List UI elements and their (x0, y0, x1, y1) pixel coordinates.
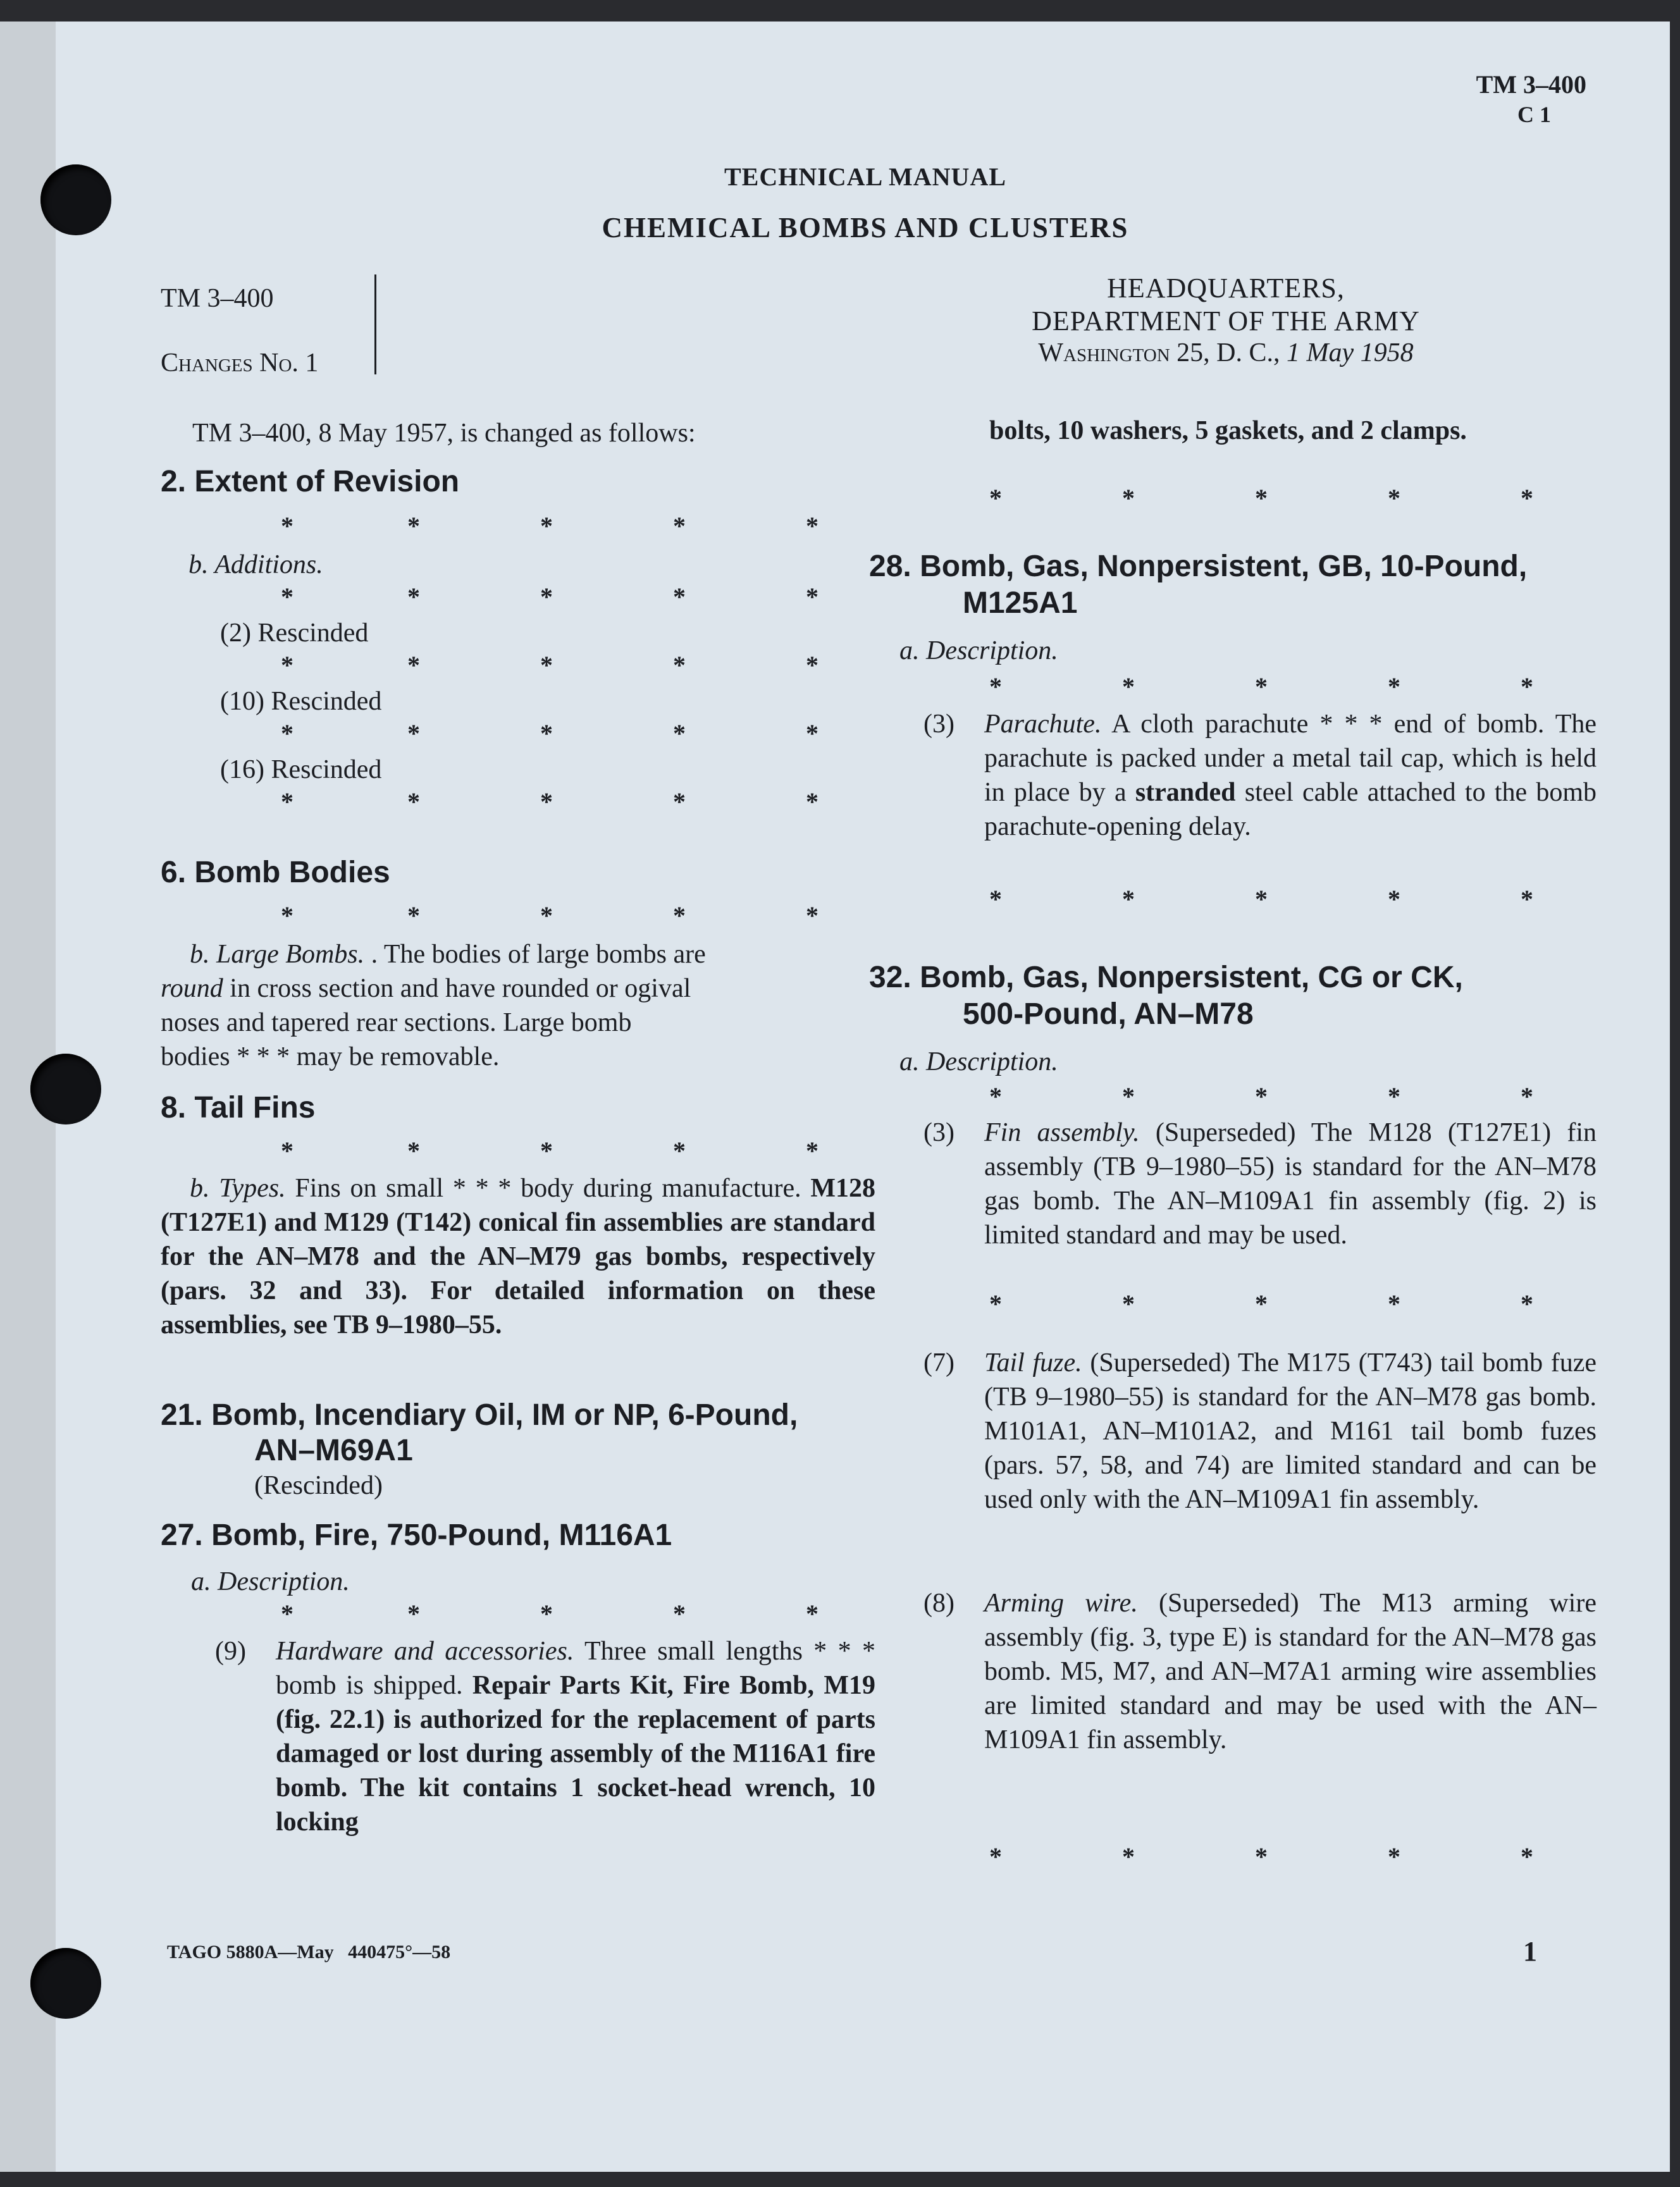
section-8-b: b. Types. Fins on small * * * body during manufacture. M128 (T127E1) and M129 (T142) conical fin assemblies are standard for the AN–M78 and the AN–M79 gas bombs, respectively (pars. 32 and 33). For detailed information on these assemblies, see TB 9–1980–55. (161, 1174, 876, 1340)
asterisk-row: * * * * * (281, 582, 818, 611)
page-title: CHEMICAL BOMBS AND CLUSTERS (602, 212, 1129, 243)
section-27-title: 27. Bomb, Fire, 750-Pound, M116A1 (161, 1519, 672, 1552)
item-10-rescinded: (10) Rescinded (220, 687, 382, 716)
binder-hole (40, 164, 111, 235)
ref-changes: Changes No. 1 (161, 348, 319, 378)
section-28-title-line1: 28. Bomb, Gas, Nonpersistent, GB, 10-Pound, (869, 550, 1528, 583)
item-7-number: (7) (923, 1348, 954, 1377)
section-28-a: a. Description. (899, 636, 1058, 665)
asterisk-row: * * * * * (281, 1137, 818, 1165)
item-8-arming-wire: Arming wire. (Superseded) The M13 arming wire assembly (fig. 3, type E) is standard for the AN–M78 gas bomb. M5, M7, and AN–M7A1 arming wire assemblies are limited standard and may be used with the AN–M109A1 fin assembly. (984, 1589, 1597, 1754)
page-number: 1 (1523, 1936, 1537, 1967)
section-6-title: 6. Bomb Bodies (161, 856, 390, 889)
item-8-number: (8) (923, 1589, 954, 1618)
section-32-title-line1: 32. Bomb, Gas, Nonpersistent, CG or CK, (869, 961, 1463, 994)
continued-kit-text: bolts, 10 washers, 5 gaskets, and 2 clamps. (989, 416, 1467, 445)
section-32-title-line2: 500-Pound, AN–M78 (963, 997, 1254, 1031)
item-9-number: (9) (215, 1637, 246, 1666)
item-7-tail-fuze: Tail fuze. (Superseded) The M175 (T743) tail bomb fuze (TB 9–1980–55) is standard for the AN–M78 gas bomb. M101A1, AN–M101A2, and M161 tail bomb fuzes (pars. 57, 58, and 74) are limited standard and can be used only with the AN–M109A1 fin assembly. (984, 1348, 1597, 1514)
section-2-b: b. Additions. (188, 550, 323, 579)
item-16-rescinded: (16) Rescinded (220, 755, 382, 784)
item-3-number: (3) (923, 1118, 954, 1147)
asterisk-row: * * * * * (281, 512, 818, 540)
change-code: C 1 (1517, 102, 1551, 127)
section-28-title-line2: M125A1 (963, 586, 1078, 620)
hq-date: 1 May 1958 (1286, 338, 1414, 367)
item-9-text: Hardware and accessories. Three small lengths * * * bomb is shipped. Repair Parts Kit, Fire Bomb, M19 (fig. 22.1) is authorized for the replacement of parts damaged or lost during assembly of the M116A1 fire bomb. The kit contains 1 socket-head wrench, 10 locking (276, 1637, 876, 1837)
section-27-a: a. Description. (191, 1567, 350, 1596)
item-3-fin-assembly: Fin assembly. (Superseded) The M128 (T127E1) fin assembly (TB 9–1980–55) is standard for the AN–M78 gas bomb. The AN–M109A1 fin assembly (fig. 2) is limited standard and may be used. (984, 1118, 1597, 1250)
manual-type: TECHNICAL MANUAL (724, 163, 1007, 191)
item-3-number: (3) (923, 710, 954, 739)
section-21-title-line2: AN–M69A1 (254, 1434, 413, 1467)
intro-text: TM 3–400, 8 May 1957, is changed as follows: (192, 419, 696, 448)
hq-line1: HEADQUARTERS, (1107, 273, 1345, 304)
asterisk-row: * * * * * (989, 1290, 1533, 1318)
section-21-status: (Rescinded) (254, 1471, 383, 1500)
item-3-parachute: Parachute. A cloth parachute * * * end of bomb. The parachute is packed under a metal tail cap, which is held in place by a stranded steel cable attached to the bomb parachute-opening delay. (984, 710, 1597, 841)
ref-tm: TM 3–400 (161, 284, 274, 313)
document-page (56, 22, 1670, 2172)
asterisk-row: * * * * * (281, 787, 818, 816)
section-6-b: b. Large Bombs. . The bodies of large bombs are round in cross section and have rounded or ogival noses and tapered rear sections. Large bomb bodies * * * may be removable. (161, 940, 706, 1071)
section-2-title: 2. Extent of Revision (161, 465, 460, 498)
item-2-rescinded: (2) Rescinded (220, 619, 369, 648)
binder-hole (30, 1054, 101, 1124)
ref-brace (372, 274, 376, 374)
doc-number: TM 3–400 (1476, 70, 1586, 99)
asterisk-row: * * * * * (989, 885, 1533, 913)
asterisk-row: * * * * * (281, 901, 818, 930)
hq-place: Washington 25, D. C., (1038, 338, 1280, 367)
asterisk-row: * * * * * (281, 719, 818, 748)
section-8-title: 8. Tail Fins (161, 1091, 316, 1124)
asterisk-row: * * * * * (989, 484, 1533, 512)
asterisk-row: * * * * * (281, 1599, 818, 1628)
asterisk-row: * * * * * (989, 1082, 1533, 1111)
footer-tago: TAGO 5880A—May 440475°—58 (167, 1942, 451, 1962)
section-21-title-line1: 21. Bomb, Incendiary Oil, IM or NP, 6-Pound, (161, 1398, 798, 1432)
hq-line2: DEPARTMENT OF THE ARMY (1032, 305, 1420, 336)
section-32-a: a. Description. (899, 1047, 1058, 1076)
binder-hole (30, 1948, 101, 2019)
asterisk-row: * * * * * (989, 672, 1533, 701)
asterisk-row: * * * * * (281, 651, 818, 679)
asterisk-row: * * * * * (989, 1842, 1533, 1871)
